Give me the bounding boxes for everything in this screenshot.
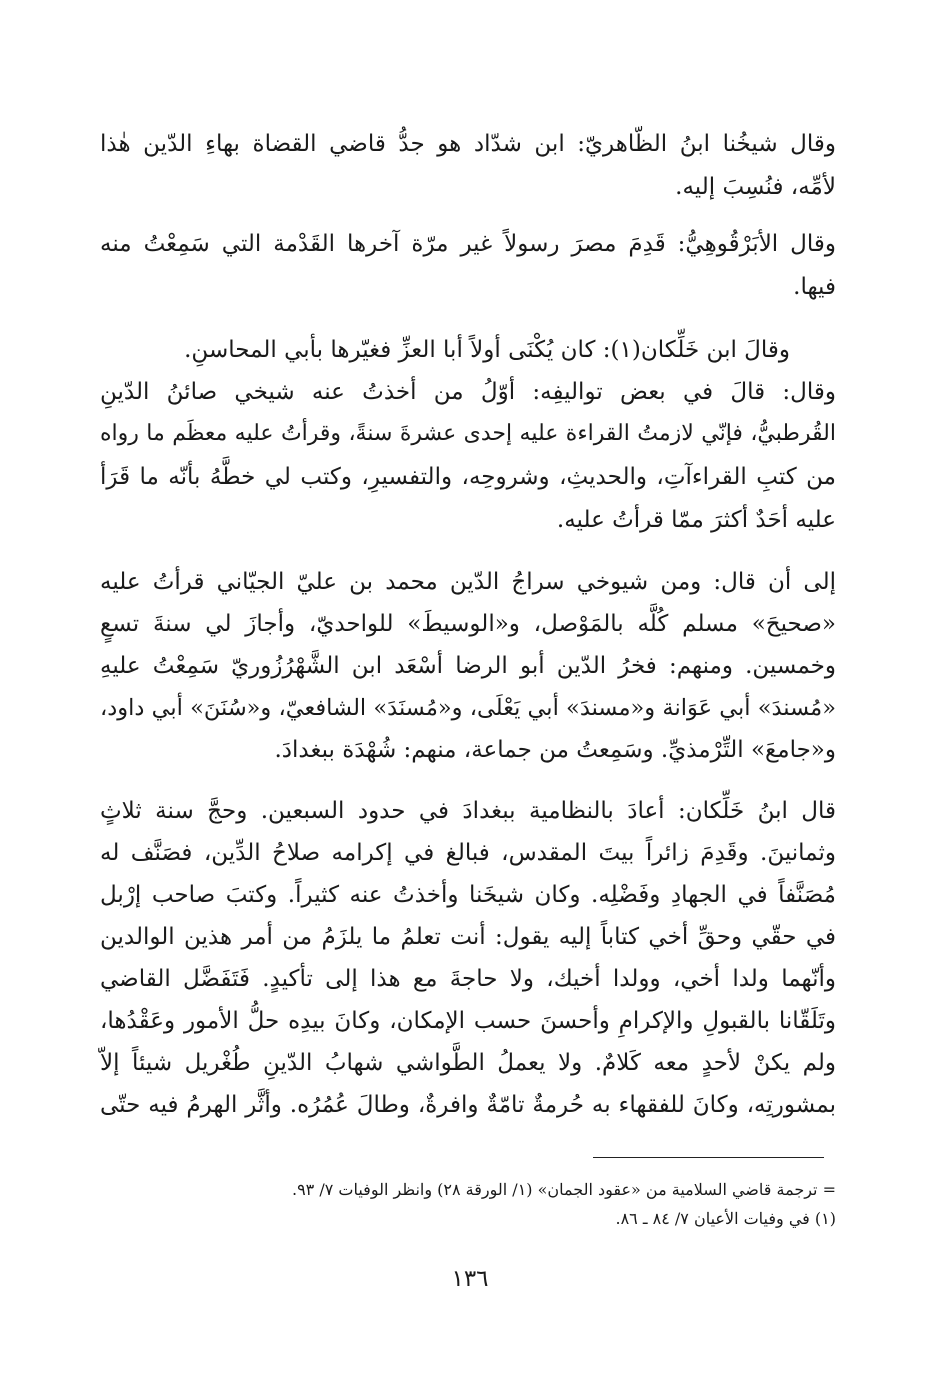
footnote-separator	[593, 1157, 824, 1158]
text-line: وقال شيخُنا ابنُ الظّاهريّ: ابن شدّاد هو جدُّ قاضي القضاة بهاءِ الدّين هٰذا	[100, 131, 836, 157]
text-line: «مُسندَ» أبي عَوَانة و«مسندَ» أبي يَعْلَى، و«مُسنَدَ» الشافعيّ، و«سُنَنَ» أبي داود،	[100, 695, 836, 721]
text-line: وتَلَقّانا بالقبولِ والإكرامِ وأحسنَ حسب الإمكان، وكانَ بيدِه حلُّ الأمور وعَقْدُها،	[100, 1008, 836, 1034]
text-line: بمشورتِه، وكانَ للفقهاء به حُرمةٌ تامّةٌ وافرةٌ، وطالَ عُمُرُه. وأثَّر الهرمُ فيه حتّى	[100, 1092, 836, 1118]
text-line: وقالَ ابن خَلِّكان(١): كان يُكْنَى أولاً أبا العزِّ فغيّرها بأبي المحاسنِ.	[184, 337, 790, 363]
text-line: مُصَنَّفاً في الجهادِ وفَضْلِه. وكان شيخَنا وأخذتُ عنه كثيراً. وكتبَ صاحب إرْبل	[100, 882, 836, 908]
text-line: وخمسين. ومنهم: فخرُ الدّين أبو الرضا أسْعَد ابن الشَّهْرُزُوريّ سَمِعْتُ عليهِ	[100, 653, 836, 679]
footnote: (١) في وفيات الأعيان ٧/ ٨٤ ـ ٨٦.	[615, 1209, 836, 1228]
text-line: من كتبِ القراءآتِ، والحديثِ، وشروحِه، والتفسيرِ، وكتب لي خطَّهُ بأنّه ما قَرَأ	[100, 464, 836, 490]
text-line: وأنّهما ولدا أخي، وولدا أخيك، ولا حاجةَ مع هذا إلى تأكيدٍ. فَتَفَضَّل القاضي	[100, 966, 836, 992]
text-line: وثمانينَ. وقَدِمَ زائراً بيتَ المقدس، فبالغ في إكرامه صلاحُ الدِّين، فصَنَّف له	[100, 840, 836, 866]
text-line: ولم يكنْ لأحدٍ معه كَلامٌ. ولا يعملُ الطَّواشي شهابُ الدّينِ طُغْريل شيئاً إلاّ	[100, 1050, 836, 1076]
text-line: القُرطبيُّ، فإنّي لازمتُ القراءة عليه إحدى عشرةَ سنةً، وقرأتُ عليه معظَم ما رواه	[100, 421, 836, 446]
text-line: عليه أحَدٌ أكثرَ ممّا قرأتُ عليه.	[556, 507, 836, 533]
footnote: = ترجمة قاضي السلامية من «عقود الجمان» (١/ الورقة ٢٨) وانظر الوفيات ٧/ ٩٣.	[291, 1180, 836, 1199]
text-line: و«جامعَ» التِّرْمذيِّ. وسَمِعتُ من جماعة، منهم: شُهْدَة ببغدادَ.	[274, 737, 836, 763]
text-line: إلى أن قال: ومن شيوخي سراجُ الدّين محمد بن عليّ الجيّاني قرأتُ عليه	[100, 569, 836, 595]
text-line: لأمِّه، فنُسِبَ إليه.	[675, 174, 836, 200]
text-line: وقال الأبَرْقُوهِيُّ: قَدِمَ مصرَ رسولاً غير مرّة آخرها القَدْمة التي سَمِعْتُ منه	[100, 231, 836, 257]
text-line: في حقّي وحقِّ أخي كتاباً إليه يقول: أنت تعلمُ ما يلزَمُ من أمر هذين الوالدين	[100, 924, 836, 950]
text-line: قال ابنُ خَلِّكان: أعادَ بالنظامية ببغدادَ في حدود السبعين. وحجَّ سنة ثلاثٍ	[100, 798, 836, 824]
text-line: «صحيحَ» مسلم كُلَّه بالمَوْصل، و«الوسيطَ» للواحديّ، وأجازَ لي سنةَ تسعٍ	[100, 611, 836, 637]
text-line: وقال: قالَ في بعض تواليفِه: أوّلُ من أخذتُ عنه شيخي صائنُ الدّينِ	[100, 379, 836, 405]
text-line: فيها.	[793, 274, 836, 300]
page-number: ١٣٦	[451, 1266, 489, 1292]
